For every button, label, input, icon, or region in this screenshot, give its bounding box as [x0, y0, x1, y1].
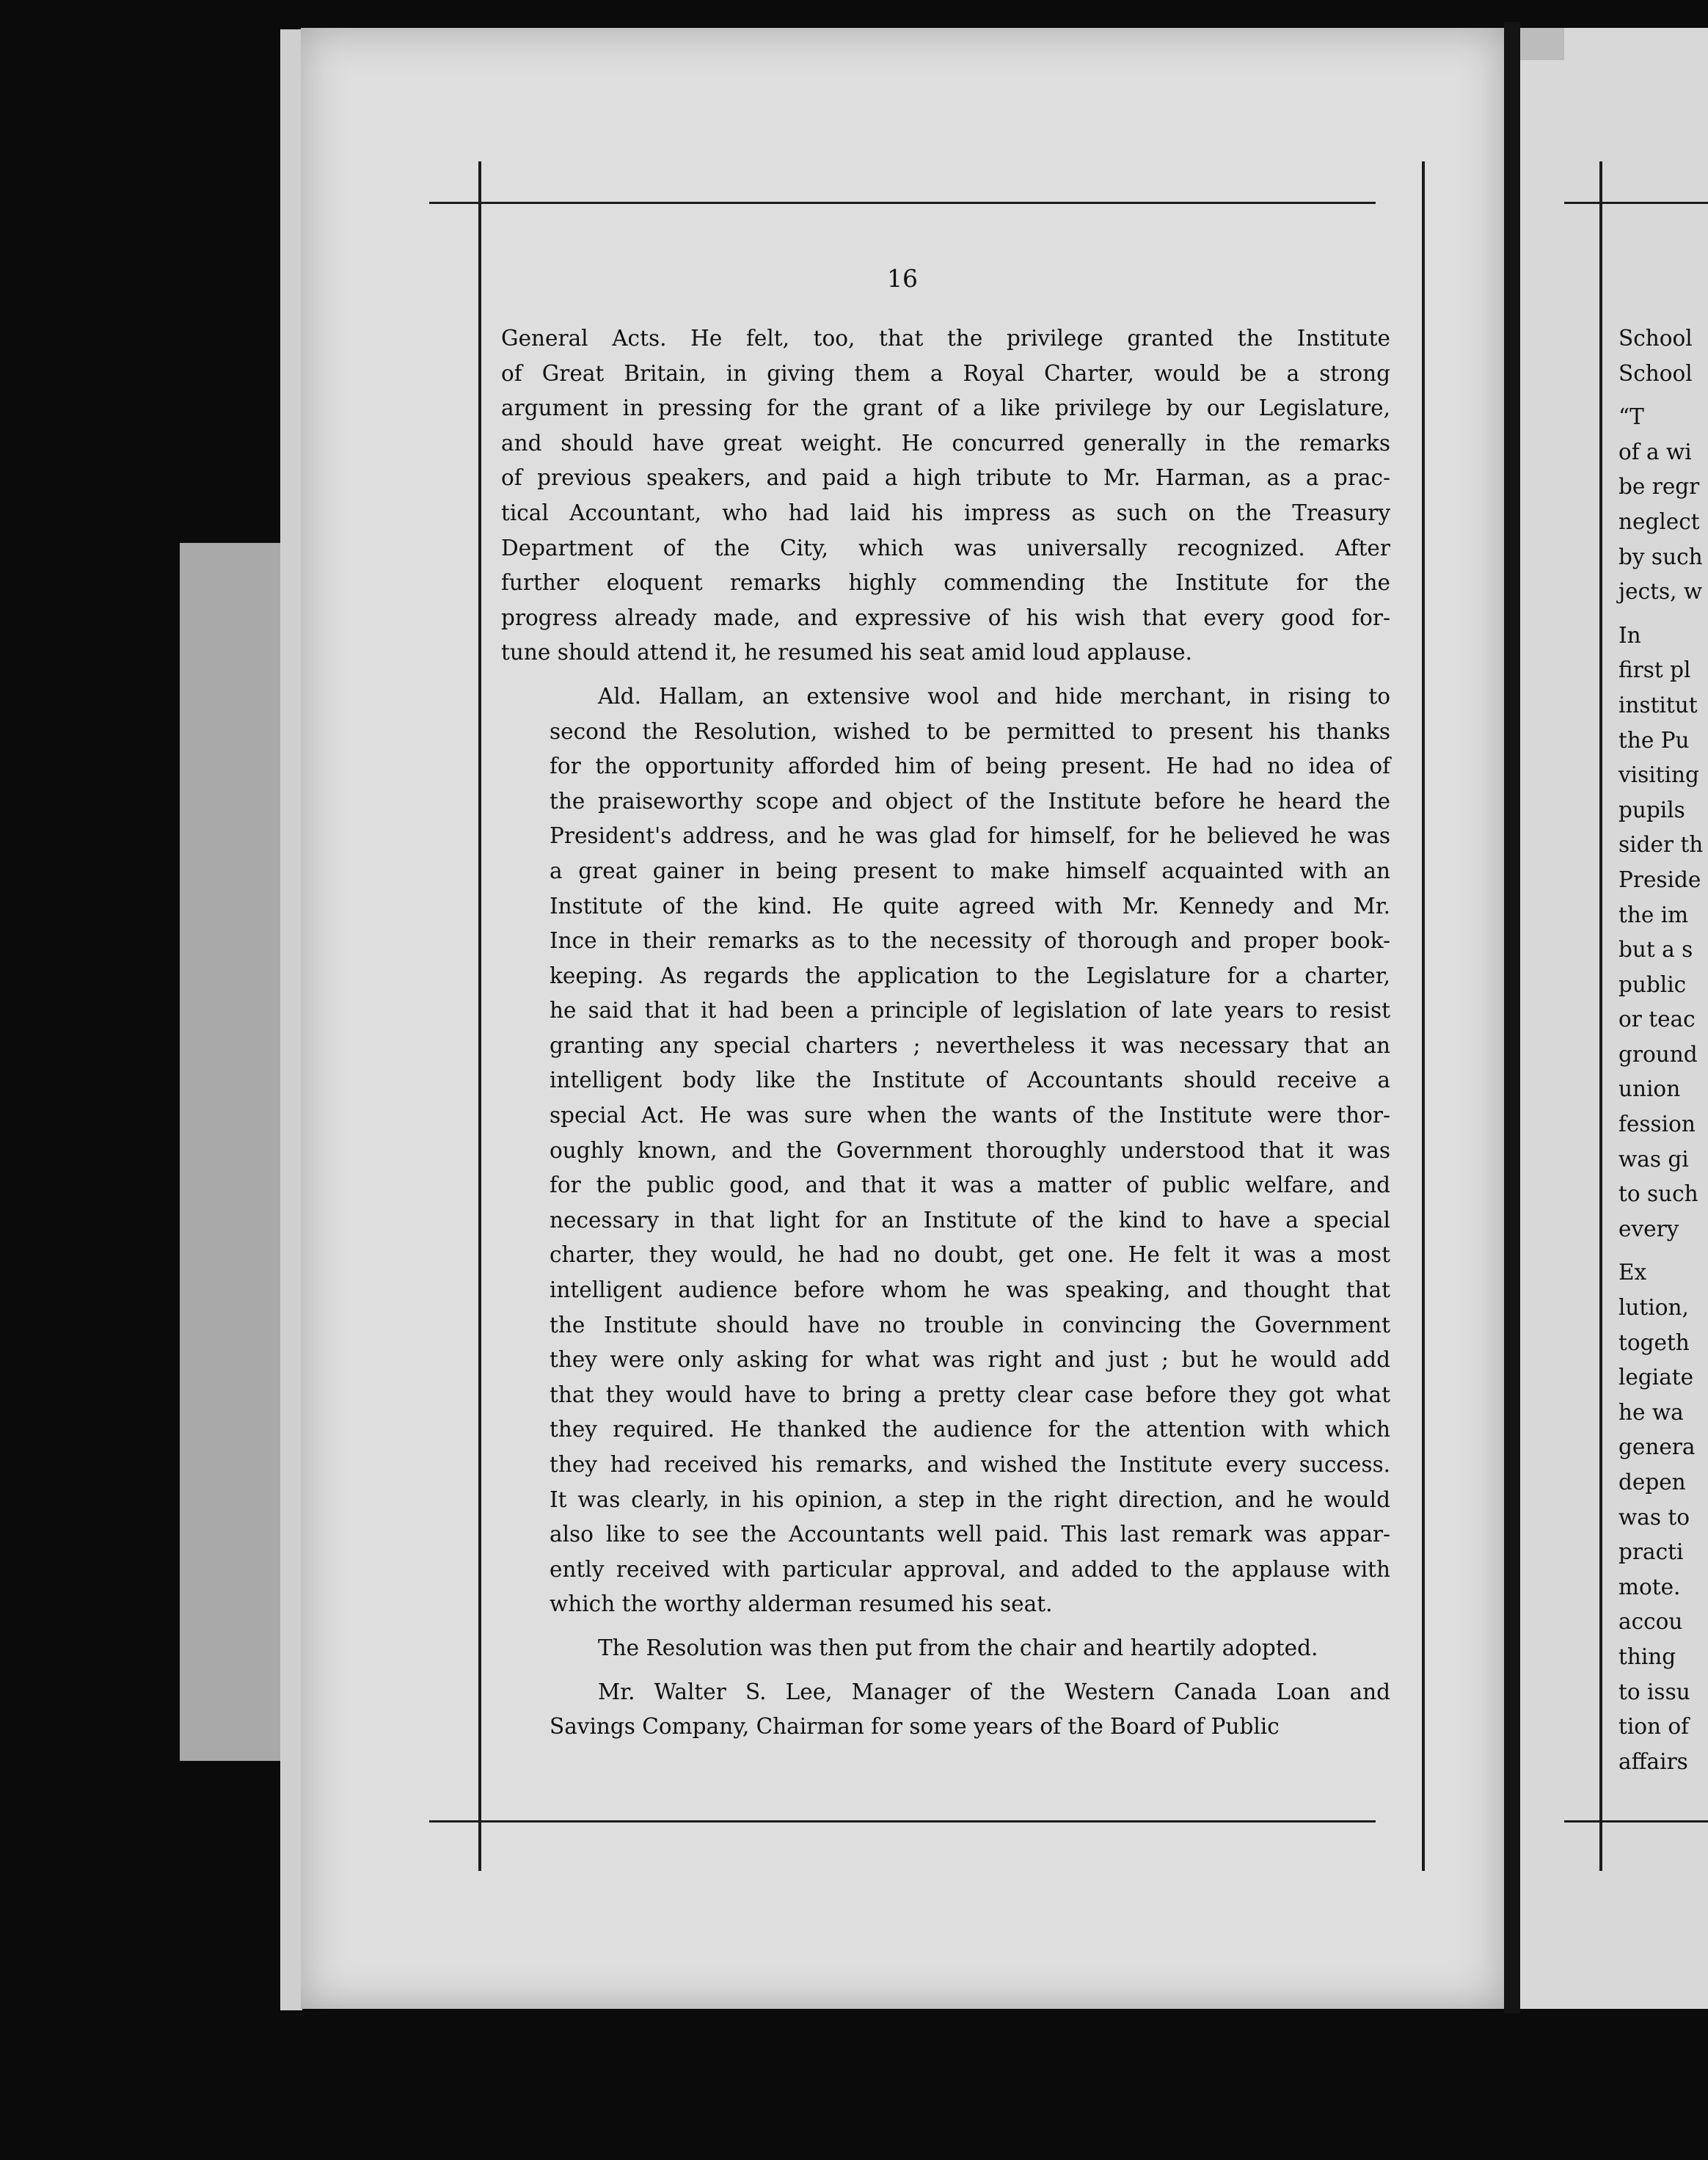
text-fragment: institut — [1618, 692, 1698, 718]
text-line: intelligent audience before whom he was speaking, and thought that — [550, 1277, 1390, 1303]
text-line: Institute of the kind. He quite agreed with Mr. Kennedy and Mr. — [550, 893, 1390, 919]
text-line: Ald. Hallam, an extensive wool and hide merchant, in rising to — [598, 683, 1390, 709]
text-line: that they would have to bring a pretty clear case before they got what — [550, 1382, 1390, 1407]
text-fragment: School — [1618, 360, 1693, 386]
text-fragment: Preside — [1618, 866, 1701, 892]
text-line: Ince in their remarks as to the necessity of thorough and proper book- — [550, 928, 1390, 954]
page-top-scrap — [1520, 28, 1564, 60]
text-line: the praiseworthy scope and object of the Institute before he heard the — [550, 788, 1390, 814]
text-line: ently received with particular approval, and added to the applause with — [550, 1556, 1390, 1582]
text-line: necessary in that light for an Institute of the kind to have a special — [550, 1207, 1390, 1233]
text-fragment: was to — [1618, 1504, 1690, 1530]
text-line: charter, they would, he had no doubt, get one. He felt it was a most — [550, 1242, 1390, 1268]
paragraph-gap — [1618, 391, 1708, 400]
text-fragment: School — [1618, 326, 1693, 351]
left-page — [301, 28, 1504, 2009]
text-line: keeping. As regards the application to the Legislature for a charter, — [550, 963, 1390, 988]
text-line: for the public good, and that it was a matter of public welfare, and — [550, 1172, 1390, 1198]
text-line: of previous speakers, and paid a high tribute to Mr. Harman, as a prac- — [501, 465, 1390, 491]
text-line: for the opportunity afforded him of being present. He had no idea of — [550, 754, 1390, 779]
frame-bottom-rule — [429, 1820, 1376, 1822]
text-fragment: genera — [1618, 1434, 1696, 1460]
text-line: progress already made, and expressive of his wish that every good for- — [501, 605, 1390, 630]
text-fragment: by such — [1618, 544, 1703, 569]
paragraph-gap — [1618, 610, 1708, 619]
right-frame-top-rule — [1564, 202, 1708, 204]
text-line: intelligent body like the Institute of Accountants should receive a — [550, 1068, 1390, 1093]
text-fragment: he wa — [1618, 1399, 1684, 1425]
paragraph — [501, 679, 1390, 1622]
text-line: the Institute should have no trouble in convincing the Government — [550, 1312, 1390, 1338]
text-line: The Resolution was then put from the chair and heartily adopted. — [598, 1635, 1318, 1660]
text-line: second the Resolution, wished to be permitted to present his thanks — [550, 718, 1390, 744]
text-fragment: neglect — [1618, 508, 1700, 534]
text-fragment: tion of — [1618, 1714, 1690, 1740]
text-line: Department of the City, which was universally recognized. After — [501, 535, 1390, 561]
right-page-text — [1618, 321, 1708, 1779]
text-line: a great gainer in being present to make himself acquainted with an — [550, 858, 1390, 883]
text-fragment: practi — [1618, 1539, 1684, 1565]
text-fragment: the im — [1618, 902, 1689, 927]
text-fragment: mote. — [1618, 1574, 1681, 1599]
text-line: they had received his remarks, and wished the Institute every success. — [550, 1452, 1390, 1477]
text-fragment: of a wi — [1618, 439, 1692, 464]
text-fragment: to such — [1618, 1181, 1698, 1207]
text-line: he said that it had been a principle of legislation of late years to resist — [550, 998, 1390, 1024]
text-fragment: ground — [1618, 1041, 1698, 1067]
paragraph — [501, 321, 1390, 671]
text-fragment: thing — [1618, 1643, 1676, 1669]
text-fragment: sider th — [1618, 832, 1704, 858]
text-line: oughly known, and the Government thoroughly understood that it was — [550, 1137, 1390, 1163]
text-line: Savings Company, Chairman for some years of the Board of Public — [550, 1714, 1280, 1740]
text-line: and should have great weight. He concurred generally in the remarks — [501, 430, 1390, 456]
text-fragment: Ex — [1618, 1260, 1647, 1285]
paragraph-gap — [1618, 1247, 1708, 1255]
body-text — [501, 321, 1390, 1754]
frame-right-rule — [1422, 161, 1425, 1871]
page-stack-edge — [280, 29, 302, 2010]
text-fragment: pupils — [1618, 797, 1685, 822]
text-fragment: lution, — [1618, 1295, 1689, 1321]
text-fragment: the Pu — [1618, 727, 1690, 753]
text-fragment: accou — [1618, 1609, 1683, 1635]
text-fragment: visiting — [1618, 762, 1699, 788]
text-line: President's address, and he was glad for himself, for he believed he was — [550, 823, 1390, 849]
text-fragment: jects, w — [1618, 579, 1703, 605]
text-fragment: fession — [1618, 1112, 1696, 1137]
text-line: argument in pressing for the grant of a like privilege by our Legislature, — [501, 395, 1390, 421]
text-fragment: union — [1618, 1076, 1681, 1102]
text-fragment: togeth — [1618, 1329, 1690, 1355]
text-fragment: first pl — [1618, 657, 1691, 683]
right-frame-bottom-rule — [1564, 1820, 1708, 1822]
text-line: they were only asking for what was right and just ; but he would add — [550, 1347, 1390, 1373]
page-number: 16 — [887, 264, 918, 293]
text-fragment: In — [1618, 622, 1641, 648]
text-fragment: or teac — [1618, 1007, 1696, 1032]
right-page — [1520, 28, 1708, 2009]
text-line: Mr. Walter S. Lee, Manager of the Western Canada Loan and — [598, 1679, 1390, 1704]
text-line: they required. He thanked the audience for the attention with which — [550, 1417, 1390, 1442]
paragraph — [501, 1631, 1390, 1666]
right-frame-left-rule — [1599, 161, 1602, 1871]
text-fragment: legiate — [1618, 1365, 1694, 1390]
text-line: special Act. He was sure when the wants of the Institute were thor- — [550, 1103, 1390, 1128]
text-line: of Great Britain, in giving them a Royal Charter, would be a strong — [501, 360, 1390, 386]
text-fragment: “T — [1618, 404, 1644, 430]
book-gutter — [1504, 22, 1520, 2013]
frame-left-rule — [478, 161, 481, 1871]
text-line: granting any special charters ; nevertheless it was necessary that an — [550, 1032, 1390, 1058]
text-fragment: was gi — [1618, 1146, 1689, 1172]
text-fragment: every — [1618, 1216, 1679, 1241]
text-fragment: but a s — [1618, 937, 1693, 963]
text-line: tical Accountant, who had laid his impress as such on the Treasury — [501, 500, 1390, 525]
paragraph — [501, 1675, 1390, 1745]
text-line: which the worthy alderman resumed his seat. — [550, 1591, 1053, 1617]
text-line: also like to see the Accountants well paid. This last remark was appar- — [550, 1522, 1390, 1547]
text-line: further eloquent remarks highly commending the Institute for the — [501, 570, 1390, 596]
text-fragment: affairs — [1618, 1748, 1688, 1774]
text-fragment: depen — [1618, 1470, 1686, 1495]
text-fragment: be regr — [1618, 474, 1700, 500]
text-fragment: to issu — [1618, 1679, 1690, 1704]
text-line: It was clearly, in his opinion, a step in the right direction, and he would — [550, 1486, 1390, 1512]
text-line: tune should attend it, he resumed his seat amid loud applause. — [501, 640, 1192, 665]
frame-top-rule — [429, 202, 1376, 204]
text-line: General Acts. He felt, too, that the privilege granted the Institute — [501, 326, 1390, 351]
text-fragment: public — [1618, 971, 1687, 997]
